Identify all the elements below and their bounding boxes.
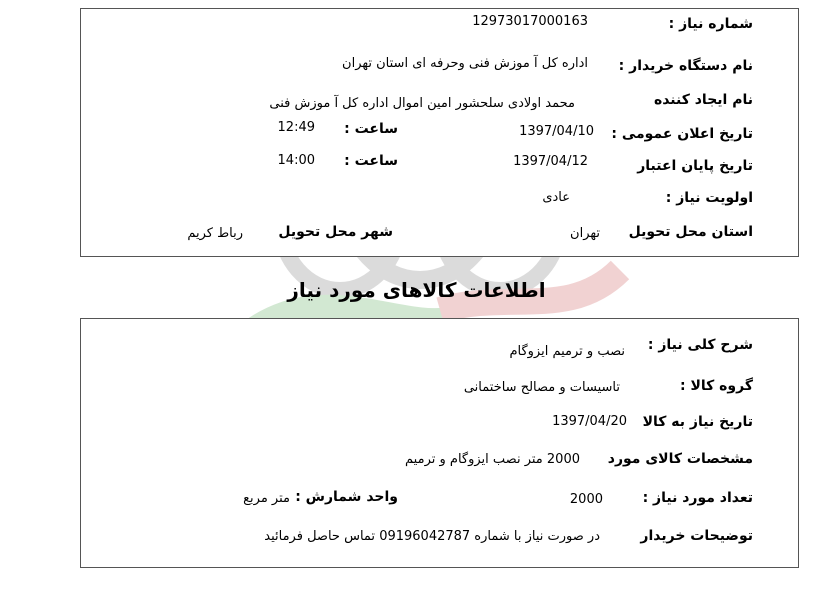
buyer-label: نام دستگاه خریدار : [618, 58, 753, 74]
specs-label: مشخصات کالای مورد [607, 451, 753, 467]
need-date-label: تاریخ نیاز به کالا [642, 414, 753, 430]
need-number-label: شماره نیاز : [668, 16, 753, 32]
goods-group-value: تاسیسات و مصالح ساختمانی [463, 380, 620, 395]
section-title: اطلاعات کالاهای مورد نیاز [287, 278, 546, 302]
priority-label: اولویت نیاز : [665, 190, 753, 206]
buyer-notes-label: توضیحات خریدار [640, 528, 753, 544]
unit-label: واحد شمارش : [295, 489, 398, 505]
creator-value: محمد اولادی سلحشور امین اموال اداره کل آ موزش فنی [269, 96, 575, 111]
quantity-value: 2000 [569, 492, 603, 507]
need-number-value: 12973017000163 [472, 14, 588, 29]
summary-label: شرح کلی نیاز : [647, 337, 753, 353]
province-label: استان محل تحویل [628, 224, 753, 240]
buyer-value: اداره کل آ موزش فنی وحرفه ای استان تهران [342, 56, 588, 71]
province-value: تهران [570, 226, 600, 241]
announce-time-label: ساعت : [344, 121, 398, 137]
quantity-label: تعداد مورد نیاز : [642, 490, 753, 506]
city-value: رباط کریم [187, 226, 243, 241]
city-label: شهر محل تحویل [278, 224, 393, 240]
specs-value: 2000 متر نصب ایزوگام و ترمیم [405, 452, 580, 467]
announce-date-value: 1397/04/10 [519, 124, 594, 139]
validity-time-value: 14:00 [277, 153, 315, 168]
validity-time-label: ساعت : [344, 153, 398, 169]
goods-group-label: گروه کالا : [680, 378, 753, 394]
summary-value: نصب و ترمیم ایزوگام [509, 344, 625, 359]
need-date-value: 1397/04/20 [552, 414, 627, 429]
announce-date-label: تاریخ اعلان عمومی : [611, 126, 753, 142]
buyer-notes-value: در صورت نیاز با شماره 09196042787 تماس حاصل فرمائید [264, 529, 600, 544]
validity-date-value: 1397/04/12 [513, 154, 588, 169]
creator-label: نام ایجاد کننده [653, 92, 753, 108]
validity-date-label: تاریخ پایان اعتبار [637, 158, 753, 174]
unit-value: متر مربع [243, 491, 290, 506]
announce-time-value: 12:49 [277, 120, 315, 135]
priority-value: عادی [542, 190, 570, 205]
